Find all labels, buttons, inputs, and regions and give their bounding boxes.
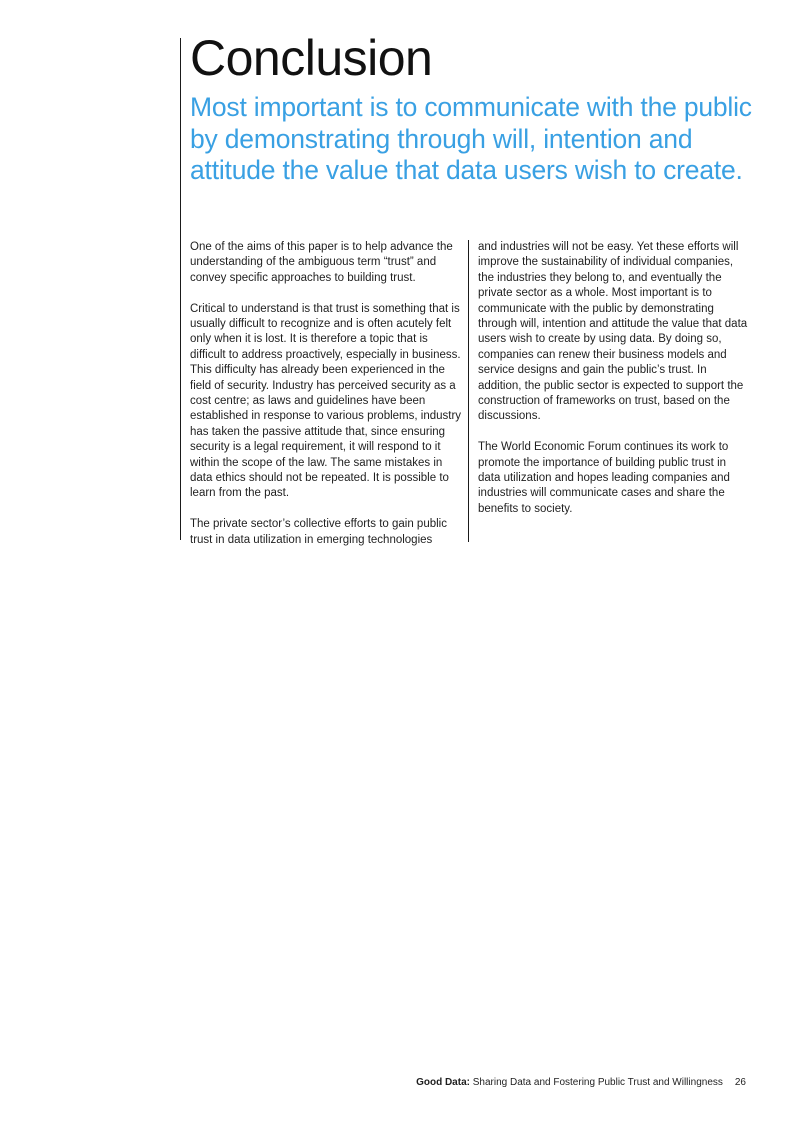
page-title: Conclusion [190, 30, 433, 86]
paragraph-aims: One of the aims of this paper is to help advance the understanding of the ambiguous term “trust” and convey specific approaches to building trust. [190, 241, 453, 284]
body-column-right [478, 240, 750, 533]
page-number: 26 [734, 1077, 746, 1088]
paragraph-wef: The World Economic Forum continues its work to promote the importance of building public trust in data utilization and hopes leading companies and industries will communicate cases and share the benefits to society. [478, 441, 730, 515]
paragraph-critical: Critical to understand is that trust is something that is usually difficult to recognize and is often acutely felt only when it is lost. It is therefore a topic that is difficult to address proactively, especially in business. This difficulty has already been experienced in the field of security. Industry has perceived security as a cost centre; as laws and guidelines have been established in response to various problems, industry has taken the passive attitude that, since ensuring security is a legal requirement, it will respond to it within the scope of the law. The same mistakes in data ethics should not be repeated. It is possible to learn from the past. [190, 302, 462, 500]
page-footer [416, 1077, 746, 1088]
paragraph-private-sector: The private sector’s collective efforts to gain public trust in data utilization in emerging technologies [190, 518, 447, 546]
column-divider-rule [468, 240, 469, 542]
body-column-left [190, 240, 462, 563]
footer-subtitle: Sharing Data and Fostering Public Trust and Willingness [469, 1077, 723, 1088]
footer-brand: Good Data: [416, 1077, 470, 1088]
lede-statement: Most important is to communicate with the public by demonstrating through will, intention and attitude the value that data users wish to create. [190, 92, 752, 185]
heading-vertical-rule [180, 38, 181, 540]
paragraph-continuation: and industries will not be easy. Yet these efforts will improve the sustainability of individual companies, the industries they belong to, and eventually the private sector as a whole. Most important is to communicate with the public by demonstrating through will, intention and attitude the value that data users wish to create by using data. By doing so, companies can renew their business models and service designs and gain the public’s trust. In addition, the public sector is expected to support the construction of frameworks on trust, based on the discussions. [478, 241, 748, 423]
